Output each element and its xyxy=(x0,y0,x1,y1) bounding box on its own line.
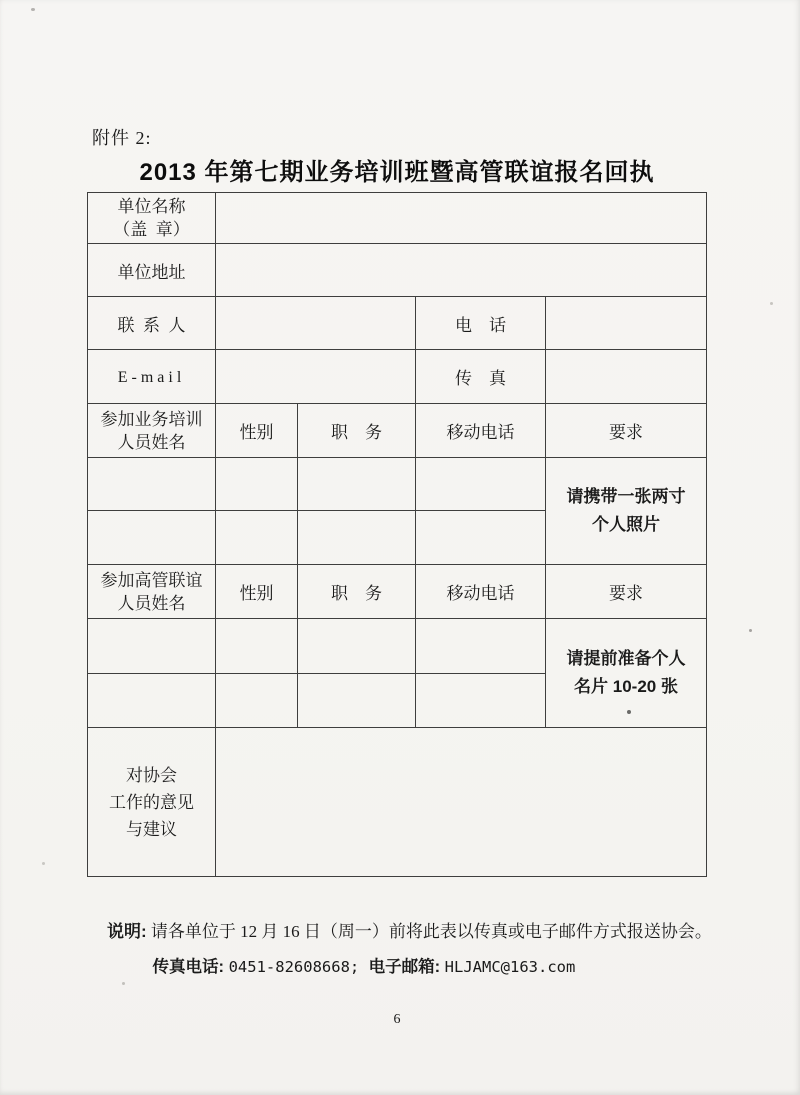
email-label-cell xyxy=(88,350,216,404)
exec-entry-position-cell xyxy=(298,674,416,728)
training-requirement-note-cell xyxy=(546,458,707,565)
scan-speckle xyxy=(770,302,773,305)
contact-label: 联 系 人 xyxy=(117,315,186,335)
position-header: 职 务 xyxy=(331,584,382,603)
unit-address-blank-cell xyxy=(216,244,707,297)
exec-requirement-note-line1: 请提前准备个人 xyxy=(566,649,686,668)
training-entry-name-cell xyxy=(88,458,216,511)
training-entry-name-cell xyxy=(88,511,216,565)
table-row xyxy=(88,404,707,458)
contact-label-cell xyxy=(88,297,216,350)
note-label: 说明: xyxy=(107,922,147,941)
phone-label-cell xyxy=(416,297,546,350)
email-label: E-mail xyxy=(117,368,186,386)
training-name-header-cell xyxy=(88,404,216,458)
exec-entry-mobile-cell xyxy=(416,674,546,728)
exec-entry-name-cell xyxy=(88,674,216,728)
scan-speckle xyxy=(31,8,35,11)
training-entry-gender-cell xyxy=(216,511,298,565)
training-entry-gender-cell xyxy=(216,458,298,511)
training-entry-mobile-cell xyxy=(416,511,546,565)
training-gender-header-cell xyxy=(216,404,298,458)
training-entry-mobile-cell xyxy=(416,458,546,511)
scan-speckle xyxy=(749,629,752,632)
feedback-label-line3: 与建议 xyxy=(126,819,177,839)
fax-blank-cell xyxy=(546,350,707,404)
exec-entry-name-cell xyxy=(88,619,216,674)
registration-form-table xyxy=(87,192,707,877)
exec-entry-position-cell xyxy=(298,619,416,674)
training-name-header-line2: 人员姓名 xyxy=(117,432,186,452)
fax-label-cell xyxy=(416,350,546,404)
email-address-value: HLJAMC@163.com xyxy=(444,958,576,976)
contact-blank-cell xyxy=(216,297,416,350)
email-address-label: 电子邮箱: xyxy=(368,958,445,976)
feedback-blank-cell xyxy=(216,728,707,877)
exec-mobile-header-cell xyxy=(416,565,546,619)
position-header: 职 务 xyxy=(331,423,382,442)
email-blank-cell xyxy=(216,350,416,404)
table-row xyxy=(88,350,707,404)
phone-label: 电 话 xyxy=(455,315,506,335)
training-requirement-note-line1: 请携带一张两寸 xyxy=(566,487,686,506)
training-entry-position-cell xyxy=(298,458,416,511)
feedback-label-line2: 工作的意见 xyxy=(109,792,194,812)
feedback-label-cell xyxy=(88,728,216,877)
table-row xyxy=(88,458,707,511)
unit-name-label-cell xyxy=(88,193,216,244)
gender-header: 性别 xyxy=(239,584,274,603)
table-row xyxy=(88,728,707,877)
mobile-header: 移动电话 xyxy=(446,584,515,603)
feedback-label-line1: 对协会 xyxy=(126,765,177,785)
unit-name-blank-cell xyxy=(216,193,707,244)
scan-speckle xyxy=(122,982,125,985)
exec-entry-mobile-cell xyxy=(416,619,546,674)
unit-name-label: 单位名称 xyxy=(117,197,186,216)
table-row xyxy=(88,244,707,297)
table-row xyxy=(88,193,707,244)
scan-speckle xyxy=(42,862,45,865)
exec-name-header-cell xyxy=(88,565,216,619)
scan-speckle xyxy=(627,710,631,714)
contact-info-line xyxy=(136,933,575,997)
exec-entry-gender-cell xyxy=(216,674,298,728)
fax-label: 传 真 xyxy=(455,369,506,388)
table-row xyxy=(88,297,707,350)
exec-entry-gender-cell xyxy=(216,619,298,674)
page-number: 6 xyxy=(393,1012,401,1027)
table-row xyxy=(88,565,707,619)
fax-phone-label: 传真电话: xyxy=(152,958,229,976)
training-name-header-line1: 参加业务培训 xyxy=(100,409,203,429)
requirement-header: 要求 xyxy=(609,584,643,603)
exec-name-header-line1: 参加高管联谊 xyxy=(100,570,203,590)
unit-seal-label: （盖 章） xyxy=(113,220,190,239)
exec-gender-header-cell xyxy=(216,565,298,619)
exec-requirement-note-line2: 名片 10-20 张 xyxy=(574,677,678,696)
training-mobile-header-cell xyxy=(416,404,546,458)
training-position-header-cell xyxy=(298,404,416,458)
exec-name-header-line2: 人员姓名 xyxy=(117,593,186,613)
phone-blank-cell xyxy=(546,297,707,350)
training-entry-position-cell xyxy=(298,511,416,565)
exec-requirement-note-cell xyxy=(546,619,707,728)
exec-requirement-header-cell xyxy=(546,565,707,619)
exec-position-header-cell xyxy=(298,565,416,619)
training-requirement-note-line2: 个人照片 xyxy=(592,515,660,534)
note-text: 请各单位于 12 月 16 日（周一）前将此表以传真或电子邮件方式报送协会。 xyxy=(146,922,712,941)
unit-address-label-cell xyxy=(88,244,216,297)
page-title: 2013 年第七期业务培训班暨高管联谊报名回执 xyxy=(139,159,655,186)
requirement-header: 要求 xyxy=(609,423,643,442)
mobile-header: 移动电话 xyxy=(446,423,515,442)
table-row xyxy=(88,619,707,674)
gender-header: 性别 xyxy=(239,423,274,442)
fax-phone-number: 0451-82608668; xyxy=(228,958,369,976)
unit-address-label: 单位地址 xyxy=(117,262,186,282)
training-requirement-header-cell xyxy=(546,404,707,458)
attachment-label: 附件 2: xyxy=(92,128,152,148)
